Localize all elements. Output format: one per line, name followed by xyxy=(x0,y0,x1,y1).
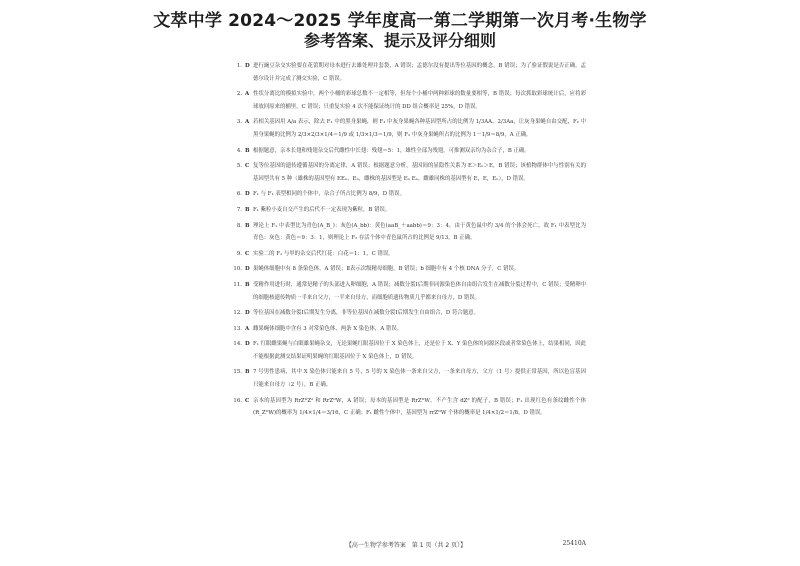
answer-letter: C xyxy=(245,163,250,170)
answer-letter: D xyxy=(245,341,250,348)
answer-item xyxy=(226,220,586,245)
answer-item xyxy=(226,366,586,391)
answer-item xyxy=(226,395,586,420)
answer-item xyxy=(226,263,586,276)
document-subtitle: 参考答案、提示及评分细则 xyxy=(303,31,496,50)
answer-letter: D xyxy=(245,310,250,317)
answer-explanation: 复等位基因的遗传遵循基因的分离定律，A 错误；根据题意分析，基因间的显隐性关系为 E＞Eₙ＞E，B 错误；该植物群体中与性别有关的基因型共有 5 种（雄株的基因型有 EEₙ、Eₙ，雌株的基因型是 Eₙ Eₙ，雌雄同株的基因型有 E，E，Eₙ），D 错误。 xyxy=(253,163,586,182)
answer-item xyxy=(226,188,586,201)
answer-explanation: F₁ 紫粒小麦自交产生的后代不一定表现为紫粒，B 错误。 xyxy=(253,206,391,213)
answer-letter: C xyxy=(245,397,250,404)
answer-list xyxy=(226,60,586,423)
answer-letter: B xyxy=(245,206,250,213)
answer-item xyxy=(226,204,586,217)
footer-page-info: 【高一生物学参考答案 第 1 页（共 2 页）】 xyxy=(345,542,467,549)
question-number: 5. xyxy=(236,163,242,170)
answer-explanation: 受精作用进行时，通常是精子的头部进入卵细胞，A 错误；减数分裂Ⅰ后期非同源染色体自由组合发生在减数分裂过程中，C 错误；受精卵中的细胞核遗传物质一半来自父方，一半来自母方，而细胞质遗传物质几乎都来自母方，D 错误。 xyxy=(253,281,586,301)
answer-item xyxy=(226,279,586,304)
answer-explanation: 果蝇体细胞中有 8 条染色体，A 错误；Ⅱ表示次级精母细胞，B 错误；b 细胞中有 4 个核 DNA 分子，C 错误。 xyxy=(253,266,520,273)
question-number: 14. xyxy=(233,341,242,348)
answer-letter: B xyxy=(245,369,250,376)
answer-item xyxy=(226,88,586,113)
answer-letter: D xyxy=(245,266,250,273)
document-title: 文萃中学 2024～2025 学年度高一第二学期第一次月考·生物学 xyxy=(153,11,647,31)
answer-item xyxy=(226,248,586,261)
question-number: 16. xyxy=(233,397,242,404)
question-number: 12. xyxy=(233,310,242,317)
answer-letter: C xyxy=(245,250,250,257)
question-number: 1. xyxy=(236,63,242,69)
answer-explanation: 7 号男性患病，其中 X 染色体只能来自 5 号，5 号的 X 染色体一条来自父方，一条来自母方，父方（1 号）提供正常基因，所以色盲基因只能来自母方（2 号），B 正确。 xyxy=(253,369,586,389)
answer-explanation: 理论上 F₁ 中表型比为青色(A_B_)：灰色(A_bb)：黄色(aaB_＋aabb)＝9：3：4，由于黄色鼠中约 3/4 的个体会死亡，故 F₁ 中表型比为青色：灰色：黄色＝9：3：1，则理论上 F₂ 存活个体中青色鼠所占的比例是 9/13，B 正确。 xyxy=(253,222,586,242)
answer-explanation: 性状分离比的模拟实验中，两个小桶的彩球总数不一定相等，但每个小桶中两种彩球的数量要相等，B 错误；每次抓取彩球统计后，应将彩球放回原来的桶里，C 错误；只重复实验 4 次不能保证统计的 DD 组合概率是 25%，D 错误。 xyxy=(253,91,586,110)
answer-item xyxy=(226,160,586,185)
question-number: 10. xyxy=(233,266,242,273)
answer-letter: A xyxy=(245,119,250,126)
answer-letter: B xyxy=(245,281,250,288)
question-number: 13. xyxy=(233,325,242,332)
question-number: 6. xyxy=(236,191,242,198)
answer-letter: D xyxy=(245,191,250,198)
answer-explanation: 实验二的 F₁ 与甲的杂交后代红花：白花＝1：1，C 错误。 xyxy=(253,250,394,257)
answer-item xyxy=(226,60,586,85)
answer-letter: A xyxy=(245,325,250,332)
answer-item xyxy=(226,323,586,336)
answer-item xyxy=(226,116,586,141)
answer-explanation: 根据题意，亲本长翅和残翅杂交后代雌性中长翅：残翅＝5：1，雄性全部为残翅，可推测双亲均为杂合子，B 正确。 xyxy=(253,147,530,154)
answer-letter: B xyxy=(245,147,250,154)
answer-explanation: 亲本的基因型为 RrZᴰZᵈ 和 RrZᴰW，A 错误；母本的基因型是 RrZᴰW，不产生含 dZᵈ 的配子，B 错误；F₁ 出现红色有条纹雌性个体(R_ZᴰW)的概率为 1/4×1/4＝3/16，C 正确；F₁ 雌性个体中，基因型为 rrZᴰW 个体的概率是 1/4×1/2＝1/8，D 错误。 xyxy=(253,397,586,417)
question-number: 9. xyxy=(236,250,242,257)
footer-paper-code: 25410A xyxy=(562,540,586,547)
question-number: 11. xyxy=(233,281,242,288)
question-number: 7. xyxy=(236,206,242,213)
question-number: 3. xyxy=(236,119,242,126)
answer-explanation: 雌果蝇体细胞中含有 3 对常染色体、两条 X 染色体，A 错误。 xyxy=(253,325,403,332)
answer-item xyxy=(226,145,586,158)
answer-explanation: F₁ 红眼雌果蝇与白眼雄果蝇杂交，无论果蝇红眼基因位于 X 染色体上，还是位于 X、Y 染色体的同源区段或者常染色体上，结果相同，因此不能根据此测交结果证明果蝇的红眼基因位于 X 染色体上，D 错误。 xyxy=(253,341,586,360)
answer-letter: D xyxy=(245,63,250,69)
question-number: 15. xyxy=(233,369,242,376)
answer-item xyxy=(226,338,586,363)
answer-letter: B xyxy=(245,222,250,229)
answer-explanation: 进行豌豆杂交实验要在花蕾期对母本进行去雄处理并套袋，A 错误；孟德尔没有提出等位基因的概念，B 错误；为了验证假说是否正确，孟德尔设计并完成了测交实验，C 错误。 xyxy=(253,63,586,82)
answer-explanation: F₁ 与 F₁ 表型相同的个体中，杂合子所占比例为 8/9，D 错误。 xyxy=(253,191,405,198)
question-number: 8. xyxy=(236,222,242,229)
question-number: 2. xyxy=(236,91,242,98)
answer-letter: A xyxy=(245,91,250,98)
answer-item xyxy=(226,307,586,320)
answer-explanation: 等位基因在减数分裂Ⅰ后期发生分离，非等位基因在减数分裂Ⅰ后期发生自由组合，D 符合题意。 xyxy=(253,310,479,317)
answer-explanation: 若相关基因用 A/a 表示，除去 F₁ 中的黑身果蝇，则 F₁ 中灰身果蝇各种基因型所占的比例为 1/3AA、2/3Aa，让灰身果蝇自由交配，F₂ 中黑身果蝇的比例为 2/3×2/3×1/4＝1/9 或 1/3×1/3＝1/9，则 F₂ 中灰身果蝇所占的比例为 1－1/9＝8/9，A 正确。 xyxy=(253,119,586,138)
question-number: 4. xyxy=(236,147,242,154)
